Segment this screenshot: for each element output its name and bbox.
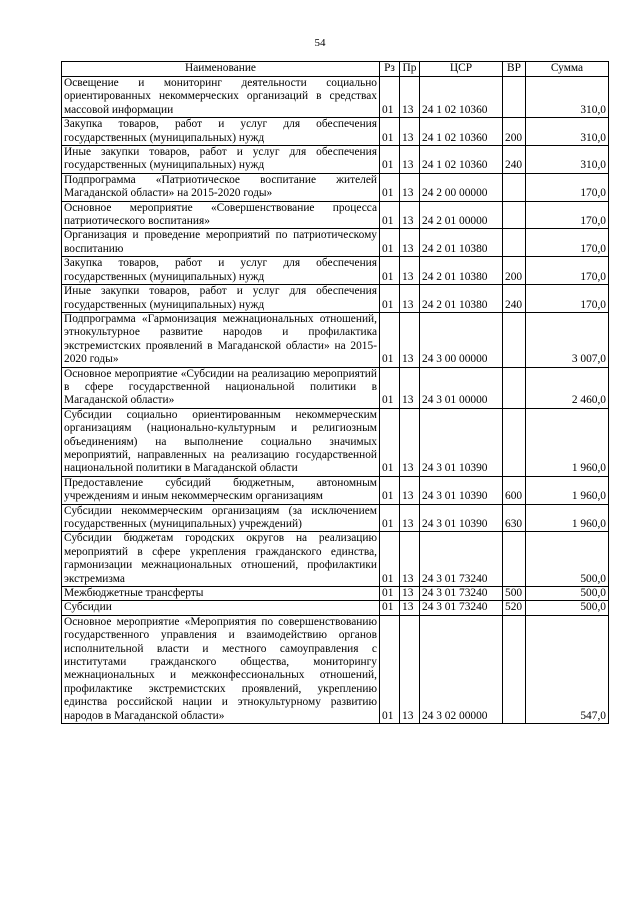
table-row <box>62 615 609 723</box>
row-vr-cell: 520 <box>503 601 526 615</box>
table-row <box>62 201 609 229</box>
row-csr-cell: 24 3 01 73240 <box>420 532 503 587</box>
row-rz-cell: 01 <box>380 201 400 229</box>
row-pr-cell: 13 <box>400 367 420 408</box>
table-header-row <box>62 62 609 77</box>
row-vr-cell <box>503 201 526 229</box>
row-rz-cell: 01 <box>380 77 400 118</box>
table-row <box>62 146 609 174</box>
row-pr-cell: 13 <box>400 77 420 118</box>
row-pr-cell: 13 <box>400 476 420 504</box>
row-sum-cell: 500,0 <box>526 532 609 587</box>
header-csr: ЦСР <box>420 62 503 77</box>
row-vr-cell: 500 <box>503 587 526 601</box>
table-row <box>62 587 609 601</box>
row-name-cell: Закупка товаров, работ и услуг для обеспечения государственных (муниципальных) нужд <box>62 118 380 146</box>
row-vr-cell <box>503 532 526 587</box>
row-pr-cell: 13 <box>400 587 420 601</box>
row-sum-cell: 500,0 <box>526 587 609 601</box>
row-rz-cell: 01 <box>380 601 400 615</box>
row-csr-cell: 24 2 00 00000 <box>420 173 503 201</box>
row-name-cell: Освещение и мониторинг деятельности социально ориентированных некоммерческих организаций в средствах массовой информации <box>62 77 380 118</box>
row-pr-cell: 13 <box>400 601 420 615</box>
table-row <box>62 77 609 118</box>
row-rz-cell: 01 <box>380 257 400 285</box>
row-csr-cell: 24 2 01 10380 <box>420 257 503 285</box>
row-name-cell: Иные закупки товаров, работ и услуг для обеспечения государственных (муниципальных) нужд <box>62 285 380 313</box>
row-pr-cell: 13 <box>400 118 420 146</box>
row-rz-cell: 01 <box>380 146 400 174</box>
row-vr-cell <box>503 229 526 257</box>
row-rz-cell: 01 <box>380 504 400 532</box>
row-sum-cell: 310,0 <box>526 146 609 174</box>
row-csr-cell: 24 1 02 10360 <box>420 146 503 174</box>
row-sum-cell: 1 960,0 <box>526 504 609 532</box>
row-name-cell: Субсидии социально ориентированным некоммерческим организациям (национально-культурным и религиозным объединениям) на выполнение социально значимых мероприятий, направленных на реализацию государственной национальной политики в Магаданской области <box>62 408 380 476</box>
row-sum-cell: 500,0 <box>526 601 609 615</box>
header-pr: Пр <box>400 62 420 77</box>
row-sum-cell: 2 460,0 <box>526 367 609 408</box>
row-rz-cell: 01 <box>380 408 400 476</box>
row-csr-cell: 24 2 01 10380 <box>420 229 503 257</box>
table-row <box>62 257 609 285</box>
row-vr-cell: 630 <box>503 504 526 532</box>
row-rz-cell: 01 <box>380 285 400 313</box>
header-sum: Сумма <box>526 62 609 77</box>
row-pr-cell: 13 <box>400 532 420 587</box>
row-name-cell: Межбюджетные трансферты <box>62 587 380 601</box>
row-rz-cell: 01 <box>380 173 400 201</box>
row-sum-cell: 170,0 <box>526 173 609 201</box>
row-sum-cell: 310,0 <box>526 77 609 118</box>
row-vr-cell: 600 <box>503 476 526 504</box>
page-number: 54 <box>314 37 326 49</box>
header-name: Наименование <box>62 62 380 77</box>
row-rz-cell: 01 <box>380 615 400 723</box>
row-vr-cell <box>503 77 526 118</box>
header-vr: ВР <box>503 62 526 77</box>
table-row <box>62 285 609 313</box>
row-csr-cell: 24 2 01 10380 <box>420 285 503 313</box>
row-name-cell: Закупка товаров, работ и услуг для обеспечения государственных (муниципальных) нужд <box>62 257 380 285</box>
row-name-cell: Субсидии бюджетам городских округов на реализацию мероприятий в сфере укрепления гражданского единства, гармонизации межнациональных отношений, профилактики экстремизма <box>62 532 380 587</box>
row-pr-cell: 13 <box>400 173 420 201</box>
row-vr-cell: 240 <box>503 146 526 174</box>
row-vr-cell <box>503 367 526 408</box>
row-csr-cell: 24 3 00 00000 <box>420 312 503 367</box>
row-csr-cell: 24 3 02 00000 <box>420 615 503 723</box>
row-name-cell: Основное мероприятие «Совершенствование процесса патриотического воспитания» <box>62 201 380 229</box>
row-sum-cell: 170,0 <box>526 229 609 257</box>
row-csr-cell: 24 3 01 73240 <box>420 587 503 601</box>
row-vr-cell: 200 <box>503 118 526 146</box>
row-rz-cell: 01 <box>380 367 400 408</box>
row-pr-cell: 13 <box>400 504 420 532</box>
row-rz-cell: 01 <box>380 118 400 146</box>
row-name-cell: Организация и проведение мероприятий по патриотическому воспитанию <box>62 229 380 257</box>
row-sum-cell: 547,0 <box>526 615 609 723</box>
row-rz-cell: 01 <box>380 229 400 257</box>
table-row <box>62 118 609 146</box>
row-vr-cell: 240 <box>503 285 526 313</box>
row-pr-cell: 13 <box>400 201 420 229</box>
row-pr-cell: 13 <box>400 257 420 285</box>
row-name-cell: Субсидии <box>62 601 380 615</box>
row-csr-cell: 24 1 02 10360 <box>420 77 503 118</box>
row-pr-cell: 13 <box>400 312 420 367</box>
row-csr-cell: 24 3 01 10390 <box>420 476 503 504</box>
row-rz-cell: 01 <box>380 532 400 587</box>
table-row <box>62 367 609 408</box>
row-csr-cell: 24 3 01 10390 <box>420 504 503 532</box>
row-pr-cell: 13 <box>400 615 420 723</box>
row-sum-cell: 1 960,0 <box>526 408 609 476</box>
row-sum-cell: 310,0 <box>526 118 609 146</box>
row-vr-cell <box>503 408 526 476</box>
row-pr-cell: 13 <box>400 408 420 476</box>
row-pr-cell: 13 <box>400 146 420 174</box>
table-row <box>62 408 609 476</box>
row-sum-cell: 1 960,0 <box>526 476 609 504</box>
table-row <box>62 601 609 615</box>
row-csr-cell: 24 1 02 10360 <box>420 118 503 146</box>
row-sum-cell: 170,0 <box>526 285 609 313</box>
row-rz-cell: 01 <box>380 587 400 601</box>
row-name-cell: Предоставление субсидий бюджетным, автономным учреждениям и иным некоммерческим организациям <box>62 476 380 504</box>
row-csr-cell: 24 3 01 00000 <box>420 367 503 408</box>
row-name-cell: Иные закупки товаров, работ и услуг для обеспечения государственных (муниципальных) нужд <box>62 146 380 174</box>
row-rz-cell: 01 <box>380 312 400 367</box>
row-vr-cell <box>503 173 526 201</box>
table-row <box>62 229 609 257</box>
table-row <box>62 312 609 367</box>
row-csr-cell: 24 2 01 00000 <box>420 201 503 229</box>
row-csr-cell: 24 3 01 73240 <box>420 601 503 615</box>
row-sum-cell: 170,0 <box>526 257 609 285</box>
row-vr-cell: 200 <box>503 257 526 285</box>
row-name-cell: Основное мероприятие «Субсидии на реализацию мероприятий в сфере государственной национальной политики в Магаданской области» <box>62 367 380 408</box>
row-name-cell: Основное мероприятие «Мероприятия по совершенствованию государственного управления и взаимодействию органов исполнительной власти и местного самоуправления с институтами гражданского общества, мониторингу межнациональных и межконфессиональных отношений, профилактике экстремистских проявлений, укреплению единства российской нации и этнокультурному развитию народов в Магаданской области» <box>62 615 380 723</box>
row-vr-cell <box>503 615 526 723</box>
table-row <box>62 173 609 201</box>
row-pr-cell: 13 <box>400 285 420 313</box>
header-rz: Рз <box>380 62 400 77</box>
row-name-cell: Подпрограмма «Гармонизация межнациональных отношений, этнокультурное развитие народов и профилактика экстремистских проявлений в Магаданской области» на 2015-2020 годы» <box>62 312 380 367</box>
row-rz-cell: 01 <box>380 476 400 504</box>
row-pr-cell: 13 <box>400 229 420 257</box>
row-name-cell: Субсидии некоммерческим организациям (за исключением государственных (муниципальных) учреждений) <box>62 504 380 532</box>
table-row <box>62 532 609 587</box>
table-row <box>62 476 609 504</box>
row-name-cell: Подпрограмма «Патриотическое воспитание жителей Магаданской области» на 2015-2020 годы» <box>62 173 380 201</box>
row-vr-cell <box>503 312 526 367</box>
table-row <box>62 504 609 532</box>
row-sum-cell: 3 007,0 <box>526 312 609 367</box>
row-sum-cell: 170,0 <box>526 201 609 229</box>
budget-table <box>61 61 609 724</box>
table-body <box>62 77 609 724</box>
row-csr-cell: 24 3 01 10390 <box>420 408 503 476</box>
